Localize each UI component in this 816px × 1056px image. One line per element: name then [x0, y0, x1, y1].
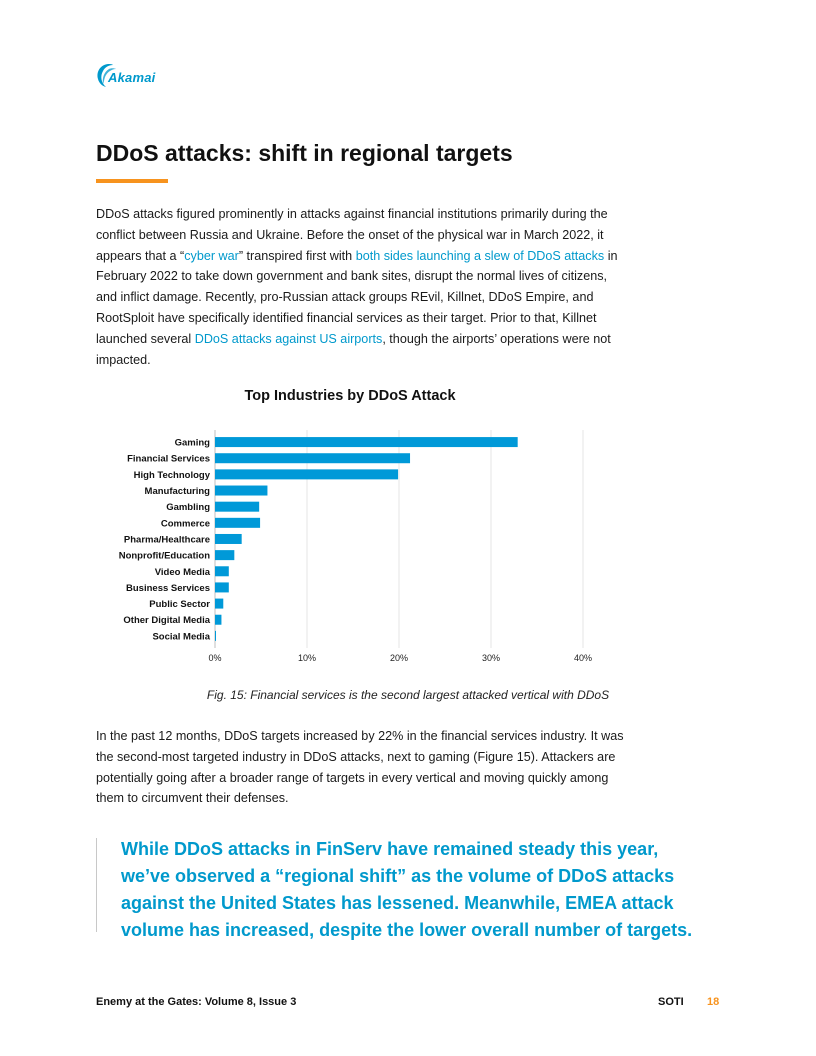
bar-high-technology	[215, 469, 398, 479]
bar-commerce	[215, 518, 260, 528]
bar-video-media	[215, 566, 229, 576]
category-label: Video Media	[154, 566, 210, 578]
bar-pharma-healthcare	[215, 534, 242, 544]
category-label: Other Digital Media	[123, 615, 210, 627]
bar-manufacturing	[215, 486, 267, 496]
x-tick-label: 40%	[573, 652, 593, 663]
footer-section: SOTI	[658, 996, 684, 1008]
bar-gaming	[215, 437, 518, 447]
category-label: High Technology	[133, 469, 210, 481]
bar-business-services	[215, 582, 229, 592]
bar-other-digital-media	[215, 615, 221, 625]
pull-quote-rule	[96, 838, 97, 932]
body-paragraph: In the past 12 months, DDoS targets increased by 22% in the financial services industry. It was the second-most targeted industry in DDoS attacks, next to gaming (Figure 15). Attackers are potentially going after a broader range of targets in every vertical and moving quickly among them to circumvent their defenses.	[96, 729, 624, 806]
intro-text-1: DDoS attacks figured prominently in attacks against financial institutions primarily during the conflict between Russia and Ukraine. Before the onset of the physical war in March 2022, it appears that a “	[96, 207, 608, 263]
intro-text-2: ” transpired first with	[238, 248, 356, 263]
category-label: Pharma/Healthcare	[123, 534, 210, 546]
x-tick-label: 30%	[481, 652, 501, 663]
intro-text-3: in February 2022 to take down government and bank sites, disrupt the normal lives of citizens, and inflict damage. Recently, pro-Russian attack groups REvil, Killnet, DDoS Empire, and RootSploit have specifically identified financial services as their target. Prior to that, Killnet launched several	[96, 248, 618, 346]
bar-nonprofit-education	[215, 550, 234, 560]
cyber-war-link[interactable]: cyber war	[184, 248, 239, 263]
category-label: Social Media	[152, 631, 210, 643]
category-label: Gaming	[174, 437, 210, 449]
page-number: 18	[707, 996, 720, 1008]
category-label: Nonprofit/Education	[118, 550, 210, 562]
intro-text-4: , though the airports’ operations were not impacted.	[96, 331, 611, 367]
page-title: DDoS attacks: shift in regional targets	[96, 140, 513, 166]
x-tick-label: 20%	[389, 652, 409, 663]
x-tick-label: 10%	[297, 652, 317, 663]
akamai-logo	[94, 60, 164, 90]
brand-name: Akamai	[108, 70, 156, 85]
chart-title: Top Industries by DDoS Attack	[244, 388, 456, 404]
category-label: Commerce	[160, 518, 210, 530]
us-airports-link[interactable]: DDoS attacks against US airports	[194, 331, 383, 346]
ddos-slew-link[interactable]: both sides launching a slew of DDoS attacks	[355, 248, 605, 263]
footer-publication: Enemy at the Gates: Volume 8, Issue 3	[96, 996, 297, 1008]
category-label: Public Sector	[149, 599, 210, 611]
title-underline	[96, 179, 168, 183]
category-label: Manufacturing	[144, 486, 210, 498]
industries-bar-chart	[96, 424, 604, 674]
bar-public-sector	[215, 599, 223, 609]
bar-financial-services	[215, 453, 410, 463]
bar-social-media	[215, 631, 216, 641]
bar-gambling	[215, 502, 259, 512]
intro-paragraph	[96, 204, 628, 370]
x-tick-label: 0%	[208, 652, 222, 663]
pull-quote: While DDoS attacks in FinServ have remained steady this year, we’ve observed a “regional shift” as the volume of DDoS attacks against the United States has lessened. Meanwhile, EMEA attack volume has increased, despite the lower overall number of targets.	[121, 839, 693, 940]
figure-caption: Fig. 15: Financial services is the second largest attacked vertical with DDoS	[206, 688, 610, 702]
category-label: Business Services	[126, 582, 210, 594]
category-label: Gambling	[166, 502, 210, 514]
category-label: Financial Services	[127, 453, 210, 465]
industries-chart	[96, 424, 604, 674]
